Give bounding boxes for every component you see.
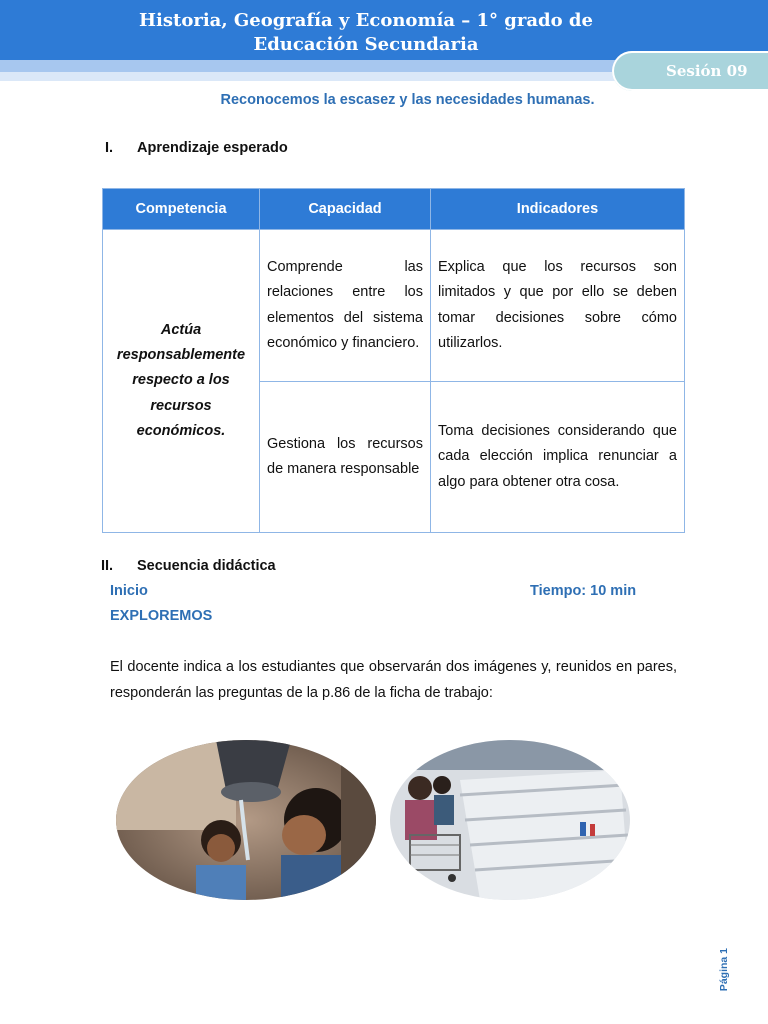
indicador-cell: Explica que los recursos son limitados y que por ello se deben tomar decisiones sobre cómo utilizarlos. — [431, 230, 685, 382]
section-number: II. — [101, 558, 114, 574]
empty-shelves-illustration — [390, 740, 630, 900]
page-number: Página 1 — [718, 948, 730, 992]
header-capacidad: Capacidad — [260, 189, 431, 230]
empty-shelves-photo — [390, 740, 630, 900]
water-scarcity-illustration — [116, 740, 376, 900]
water-scarcity-photo — [116, 740, 376, 900]
capacidad-cell: Comprende las relaciones entre los elementos del sistema económico y financiero. — [260, 230, 431, 382]
inicio-label: Inicio — [110, 583, 148, 599]
header-stripe-light — [0, 72, 640, 81]
session-subtitle: Reconocemos la escasez y las necesidades humanas. — [220, 92, 595, 108]
indicador-cell: Toma decisiones considerando que cada elección implica renunciar a algo para obtener otra cosa. — [431, 382, 685, 533]
session-label: Sesión 09 — [666, 62, 748, 80]
header-title — [0, 9, 732, 57]
header-title-line2: Educación Secundaria — [253, 34, 479, 55]
capacidad-cell: Gestiona los recursos de manera responsable — [260, 382, 431, 533]
table-row — [103, 230, 685, 382]
competency-table — [102, 188, 685, 533]
instruction-paragraph: El docente indica a los estudiantes que observarán dos imágenes y, reunidos en pares, responderán las preguntas de la p.86 de la ficha de trabajo: — [110, 659, 677, 701]
exploremos-label: EXPLOREMOS — [110, 608, 213, 624]
header-indicadores: Indicadores — [431, 189, 685, 230]
competencia-cell: Actúa responsablemente respecto a los recursos económicos. — [103, 230, 260, 533]
section-title: Secuencia didáctica — [137, 558, 276, 574]
tiempo-label: Tiempo: 10 min — [530, 583, 637, 599]
header-title-line1: Historia, Geografía y Economía – 1° grado de — [139, 10, 593, 31]
section-number: I. — [105, 140, 114, 156]
section-title: Aprendizaje esperado — [137, 140, 288, 156]
header-stripe — [0, 60, 640, 72]
header-competencia: Competencia — [103, 189, 260, 230]
table-header-row — [103, 189, 685, 230]
